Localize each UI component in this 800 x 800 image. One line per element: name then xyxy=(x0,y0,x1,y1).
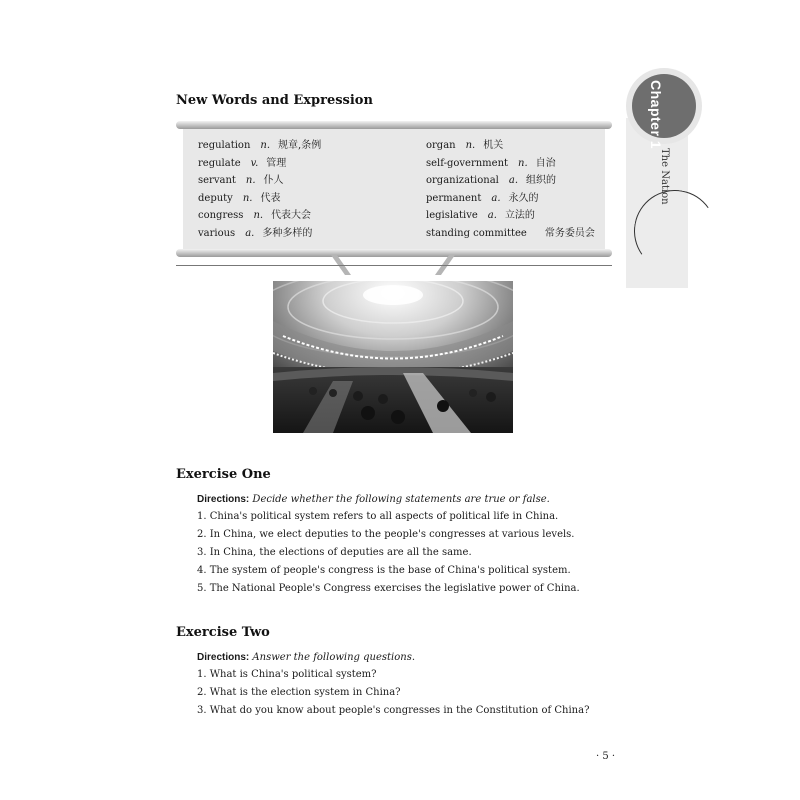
vocabulary-item xyxy=(426,189,595,207)
vocabulary-word: organ xyxy=(426,140,456,151)
directions-text: Answer the following questions. xyxy=(252,652,416,663)
exercise-item: 2. In China, we elect deputies to the people's congresses at various levels. xyxy=(197,529,575,540)
exercise-two-directions xyxy=(197,652,617,669)
exercise-two xyxy=(197,652,617,723)
part-of-speech: n. xyxy=(465,140,476,151)
board-bottom-rod xyxy=(176,249,612,257)
vocabulary-word: permanent xyxy=(426,192,482,204)
part-of-speech: n. xyxy=(518,157,528,169)
vocabulary-meaning: 机关 xyxy=(483,140,504,151)
exercise-item: 3. What do you know about people's congresses in the Constitution of China? xyxy=(197,705,590,716)
exercise-two-items xyxy=(197,669,617,723)
part-of-speech: n. xyxy=(245,175,256,186)
vocabulary-item xyxy=(198,154,321,172)
vocabulary-word: regulation xyxy=(198,140,251,151)
exercise-item: 4. The system of people's congress is the base of China's political system. xyxy=(197,565,571,576)
assembly-hall-illustration xyxy=(273,281,513,433)
vocabulary-word: organizational xyxy=(426,175,499,186)
vocabulary-heading: New Words and Expression xyxy=(176,93,373,108)
vocabulary-word: legislative xyxy=(426,210,478,221)
vocabulary-item xyxy=(198,189,321,207)
vocabulary-meaning: 代表 xyxy=(260,192,281,204)
vocabulary-meaning: 管理 xyxy=(266,157,287,169)
vocabulary-item xyxy=(426,206,595,224)
part-of-speech: a. xyxy=(491,192,501,204)
part-of-speech: v. xyxy=(250,157,259,169)
section-label: The Nation xyxy=(659,148,670,205)
vocabulary-word: standing committee xyxy=(426,227,527,239)
chapter-badge xyxy=(626,68,702,144)
part-of-speech: a. xyxy=(245,227,255,239)
board-base-line xyxy=(176,265,612,266)
vocabulary-meaning: 规章,条例 xyxy=(278,140,322,151)
part-of-speech: a. xyxy=(487,210,497,221)
vocabulary-item xyxy=(198,206,321,224)
chapter-label: Chapter 1 xyxy=(648,80,664,150)
vocabulary-word: congress xyxy=(198,210,244,221)
vocabulary-meaning: 组织的 xyxy=(526,175,557,186)
exercise-one-items xyxy=(197,511,617,601)
vocabulary-meaning: 代表大会 xyxy=(271,210,312,221)
vocabulary-item xyxy=(426,136,595,154)
vocabulary-list-right xyxy=(426,136,595,241)
vocabulary-word: deputy xyxy=(198,192,233,204)
exercise-item: 1. What is China's political system? xyxy=(197,669,377,680)
vocabulary-word: self-government xyxy=(426,157,509,169)
exercise-item: 5. The National People's Congress exercises the legislative power of China. xyxy=(197,583,580,594)
part-of-speech: a. xyxy=(508,175,519,186)
vocabulary-item xyxy=(426,224,595,242)
exercise-item: 1. China's political system refers to all aspects of political life in China. xyxy=(197,511,559,522)
vocabulary-word: regulate xyxy=(198,157,241,169)
vocabulary-meaning: 多种多样的 xyxy=(262,227,313,239)
exercise-two-heading: Exercise Two xyxy=(176,625,270,640)
vocabulary-meaning: 仆人 xyxy=(263,175,284,186)
directions-label: Directions: xyxy=(197,652,250,663)
assembly-hall-photo xyxy=(273,281,513,433)
vocabulary-word: servant xyxy=(198,175,236,186)
exercise-one xyxy=(197,494,617,601)
part-of-speech: n. xyxy=(242,192,253,204)
page-number: · 5 · xyxy=(596,751,616,762)
directions-text: Decide whether the following statements are true or false. xyxy=(252,494,550,505)
vocabulary-item xyxy=(198,171,321,189)
vocabulary-meaning: 永久的 xyxy=(508,192,539,204)
vocabulary-word: various xyxy=(198,227,236,239)
directions-label: Directions: xyxy=(197,494,250,505)
vocabulary-meaning: 常务委员会 xyxy=(544,227,595,239)
board-top-rod xyxy=(176,121,612,129)
exercise-one-heading: Exercise One xyxy=(176,467,271,482)
vocabulary-item xyxy=(426,154,595,172)
vocabulary-meaning: 立法的 xyxy=(504,210,535,221)
vocabulary-item xyxy=(198,136,321,154)
vocabulary-board xyxy=(176,118,612,268)
exercise-item: 3. In China, the elections of deputies are all the same. xyxy=(197,547,472,558)
part-of-speech: n. xyxy=(260,140,271,151)
exercise-one-directions xyxy=(197,494,617,511)
vocabulary-item xyxy=(426,171,595,189)
part-of-speech: n. xyxy=(253,210,264,221)
vocabulary-meaning: 自治 xyxy=(535,157,556,169)
vocabulary-list-left xyxy=(198,136,321,241)
vocabulary-item xyxy=(198,224,321,242)
chapter-badge-inner xyxy=(632,74,696,138)
exercise-item: 2. What is the election system in China? xyxy=(197,687,401,698)
